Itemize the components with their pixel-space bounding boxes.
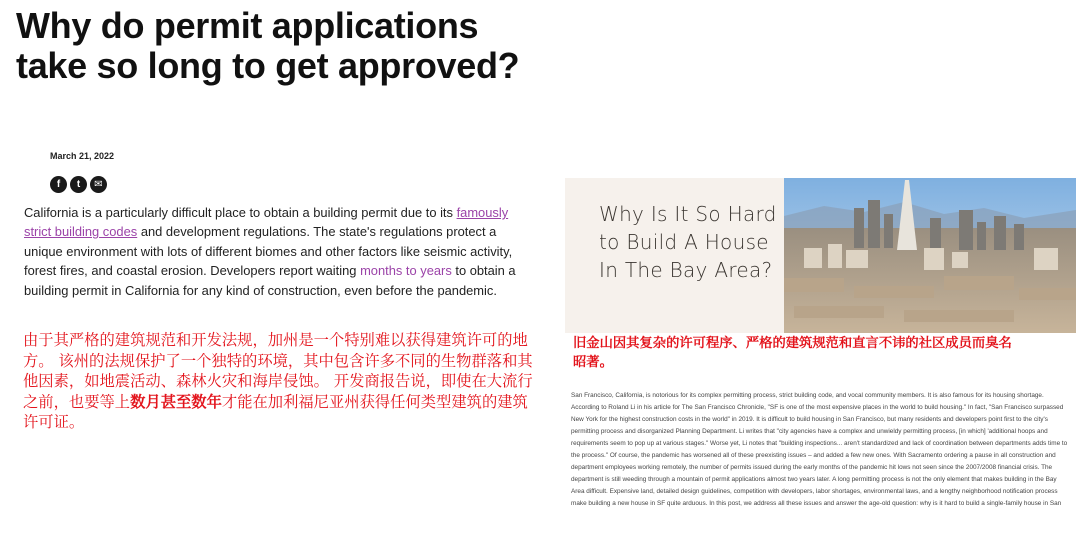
building-codes-link[interactable]: famously strict building codes	[24, 205, 509, 240]
facebook-icon[interactable]: f	[50, 176, 67, 193]
screenshot-panel	[565, 178, 1076, 528]
page-title: Why do permit applications take so long to get approved?	[16, 5, 520, 86]
intro-paragraph: California is a particularly difficult place to obtain a building permit due to its famously strict building codes and development regulations. The state's regulations protect a unique environment with lots of different biomes and other factors like seismic activity, forest fires, and coastal erosion. Developers report waiting months to years to obtain a building permit in California for any kind of construction, even before the pandemic.	[24, 205, 516, 298]
email-icon[interactable]: ✉	[90, 176, 107, 193]
hero-title: Why Is It So Hard to Build A House In The Bay Area?	[599, 202, 777, 282]
article-text: San Francisco, California, is notorious for its complex permitting process, strict building code, and vocal community members. It is also famous for its housing shortage. According to Roland Li in his article for The San Francisco Chronicle, "SF is one of the most expensive places in the world to build housing." In fact, "San Francisco surpassed New York for the highest construction costs in the world" in 2019. It is difficult to build housing in San Francisco, but many residents and developers point first to the city's permitting process and disorganized Planning Department. Li writes that "city agencies have a complex and unwieldy permitting process, [in which] 'additional hoops and requirements seem to pop up at various stages." Worse yet, Li notes that "building inspections... aren't standardized and lack of coordination between departments adds time to the process." Of course, the pandemic has worsened all of these preexisting issues – and added a few new ones. With Sacramento ordering a pause in all construction and department employees working remotely, the number of permits issued during the early months of the pandemic hit lows not seen since the 2007/2008 financial crisis. The department is still weeding through a mountain of permit applications almost two years later. A long permitting process is not the only element that makes building in the Bay Area difficult. Expensive land, detailed design guidelines, competition with developers, labor shortages, environmental laws, and a lengthy neighborhood notification process make building a new house in SF quite arduous. In this post, we address all these issues and answer the age-old question: why is it hard to build a single-family house in San	[571, 392, 1068, 508]
twitter-icon[interactable]: t	[70, 176, 87, 193]
months-to-years-link[interactable]: months to years	[360, 263, 452, 279]
city-skyline-image	[784, 178, 1076, 333]
hero-banner	[565, 178, 1076, 333]
chinese-translation: 由于其严格的建筑规范和开发法规，加州是一个特别难以获得建筑许可的地方。 该州的法规保护了一个独特的环境，其中包含许多不同的生物群落和其他因素，如地震活动、森林火灾和海岸侵蚀。 开发商报告说，即使在大流行之前，也要等上数月甚至数年才能在加利福尼亚州获得任何类型建筑的建筑许可证。	[23, 331, 533, 432]
publish-date: March 21, 2022	[50, 151, 115, 161]
share-buttons	[50, 176, 107, 193]
chinese-caption: 旧金山因其复杂的许可程序、严格的建筑规范和直言不讳的社区成员而臭名昭著。	[573, 336, 1012, 370]
emphasis-text: 数月甚至数年	[130, 392, 222, 411]
